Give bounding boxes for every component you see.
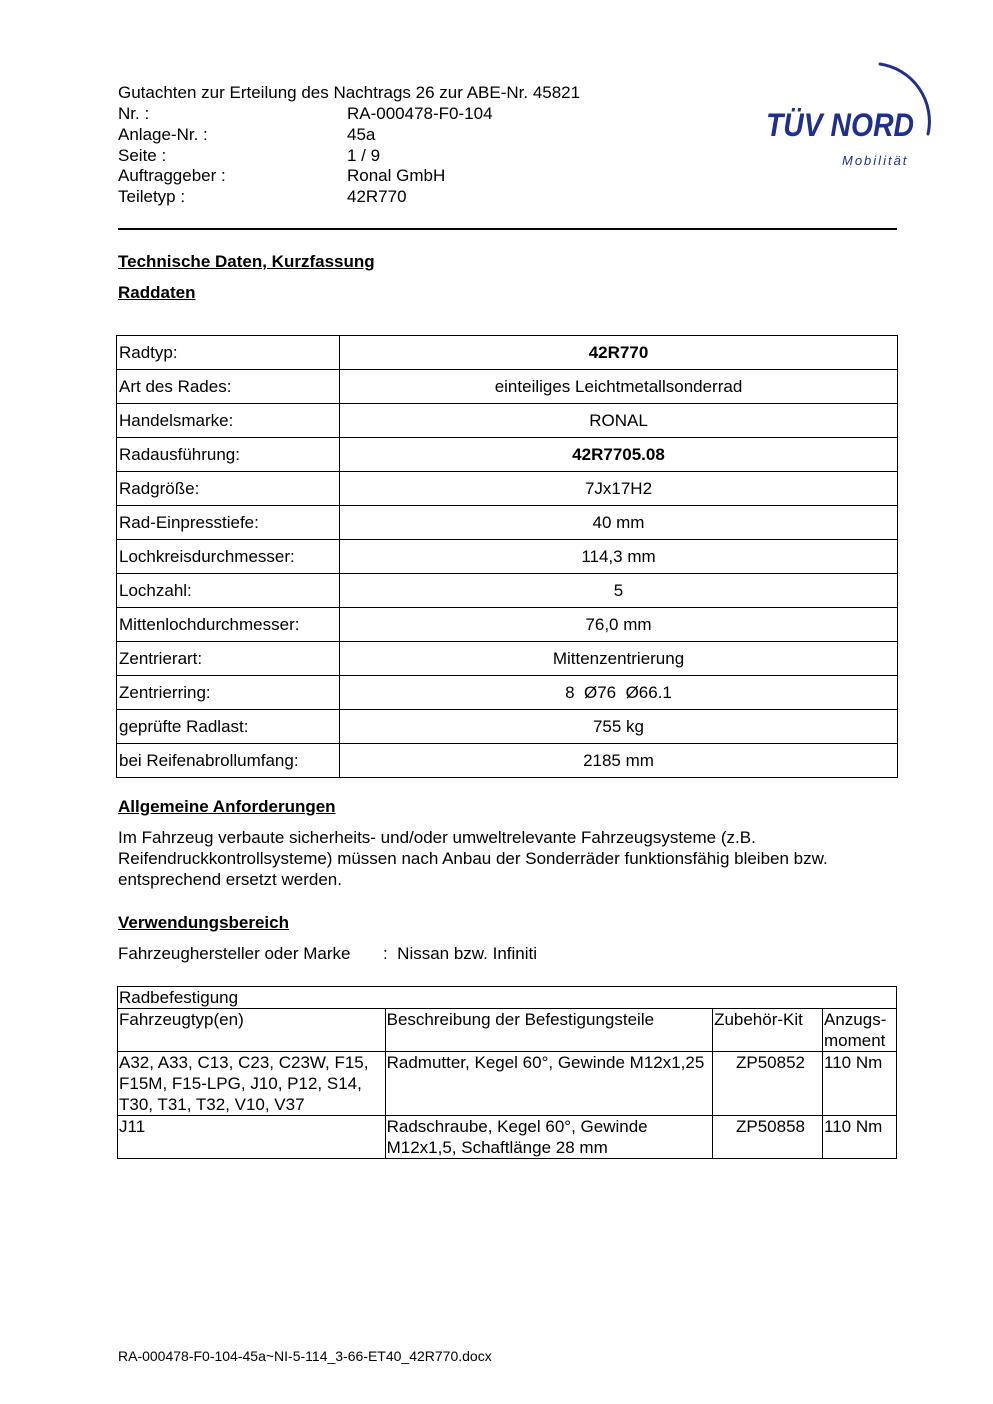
row-value: RONAL — [340, 404, 898, 438]
row-label: Mittenlochdurchmesser: — [117, 608, 340, 642]
row-value: 755 kg — [340, 710, 898, 744]
manufacturer-value: : Nissan bzw. Infiniti — [383, 944, 538, 963]
report-title: Gutachten zur Erteilung des Nachtrags 26 zur ABE-Nr. 45821 — [118, 83, 581, 102]
header-value: 42R770 — [347, 187, 407, 206]
logo-brand-text: TÜV NORD — [766, 107, 914, 143]
fastener-description-cell: Radschraube, Kegel 60°, Gewinde M12x1,5, Schaftlänge 28 mm — [385, 1116, 712, 1159]
header-label: Nr. : — [118, 104, 150, 123]
table-caption: Radbefestigung — [118, 987, 897, 1009]
section-heading-tech: Technische Daten, Kurzfassung — [118, 252, 375, 271]
row-label: Handelsmarke: — [117, 404, 340, 438]
fastener-description-cell: Radmutter, Kegel 60°, Gewinde M12x1,25 — [385, 1052, 712, 1116]
header-label: Anlage-Nr. : — [118, 125, 208, 144]
row-label: Art des Rades: — [117, 370, 340, 404]
row-value: 8 Ø76 Ø66.1 — [340, 676, 898, 710]
row-label: Radtyp: — [117, 336, 340, 370]
row-value: 114,3 mm — [340, 540, 898, 574]
header-label: Teiletyp : — [118, 187, 186, 206]
row-value: Mittenzentrierung — [340, 642, 898, 676]
table-row — [117, 574, 898, 608]
row-label: Lochkreisdurchmesser: — [117, 540, 340, 574]
table-row — [117, 472, 898, 506]
vehicle-types-cell: A32, A33, C13, C23, C23W, F15, F15M, F15-LPG, J10, P12, S14, T30, T31, T32, V10, V37 — [118, 1052, 386, 1116]
row-label: Lochzahl: — [117, 574, 340, 608]
section-heading-verwendung: Verwendungsbereich — [118, 913, 289, 932]
table-row — [117, 676, 898, 710]
section-heading-raddaten: Raddaten — [118, 283, 196, 302]
table-caption-row — [118, 987, 897, 1009]
column-header: Zubehör-Kit — [713, 1009, 823, 1052]
table-row — [117, 404, 898, 438]
column-header: Anzugs-moment — [823, 1009, 897, 1052]
row-label: Radausführung: — [117, 438, 340, 472]
header-divider — [118, 228, 897, 230]
table-header-row — [118, 1009, 897, 1052]
row-value: 40 mm — [340, 506, 898, 540]
logo-subtitle-text: Mobilität — [842, 153, 909, 168]
torque-cell: 110 Nm — [823, 1116, 897, 1159]
document-filename-footer: RA-000478-F0-104-45a~NI-5-114_3-66-ET40_42R770.docx — [118, 1348, 492, 1364]
table-row — [117, 438, 898, 472]
table-row — [117, 506, 898, 540]
accessory-kit-cell: ZP50858 — [713, 1116, 823, 1159]
header-value: 1 / 9 — [347, 146, 381, 165]
table-row — [117, 642, 898, 676]
row-value: 42R770 — [340, 336, 898, 370]
table-row — [117, 608, 898, 642]
table-row — [117, 710, 898, 744]
row-label: bei Reifenabrollumfang: — [117, 744, 340, 778]
row-label: Rad-Einpresstiefe: — [117, 506, 340, 540]
row-value: einteiliges Leichtmetallsonderrad — [340, 370, 898, 404]
row-value: 76,0 mm — [340, 608, 898, 642]
table-row — [117, 370, 898, 404]
table-row — [117, 540, 898, 574]
row-value: 5 — [340, 574, 898, 608]
torque-cell: 110 Nm — [823, 1052, 897, 1116]
header-value: 45a — [347, 125, 376, 144]
row-value: 42R7705.08 — [340, 438, 898, 472]
row-label: geprüfte Radlast: — [117, 710, 340, 744]
section-heading-allgemein: Allgemeine Anforderungen — [118, 797, 336, 816]
manufacturer-label: Fahrzeughersteller oder Marke — [118, 944, 351, 963]
table-row — [117, 744, 898, 778]
table-row — [117, 336, 898, 370]
accessory-kit-cell: ZP50852 — [713, 1052, 823, 1116]
row-value: 7Jx17H2 — [340, 472, 898, 506]
row-label: Zentrierring: — [117, 676, 340, 710]
tuv-nord-logo — [760, 58, 940, 170]
row-label: Radgröße: — [117, 472, 340, 506]
row-label: Zentrierart: — [117, 642, 340, 676]
column-header: Fahrzeugtyp(en) — [118, 1009, 386, 1052]
table-row — [118, 1116, 897, 1159]
wheel-mounting-table — [117, 986, 897, 1159]
row-value: 2185 mm — [340, 744, 898, 778]
header-label: Seite : — [118, 146, 167, 165]
header-value: Ronal GmbH — [347, 166, 446, 185]
vehicle-types-cell: J11 — [118, 1116, 386, 1159]
requirements-paragraph: Im Fahrzeug verbaute sicherheits- und/oder umweltrelevante Fahrzeugsysteme (z.B. Reifendruckkontrollsysteme) müssen nach Anbau der Sonderräder funktionsfähig bleiben bzw. entsprechend ersetzt werden. — [118, 828, 828, 889]
column-header: Beschreibung der Befestigungsteile — [385, 1009, 712, 1052]
table-row — [118, 1052, 897, 1116]
wheel-data-table — [116, 335, 898, 778]
header-value: RA-000478-F0-104 — [347, 104, 493, 123]
header-label: Auftraggeber : — [118, 166, 226, 185]
